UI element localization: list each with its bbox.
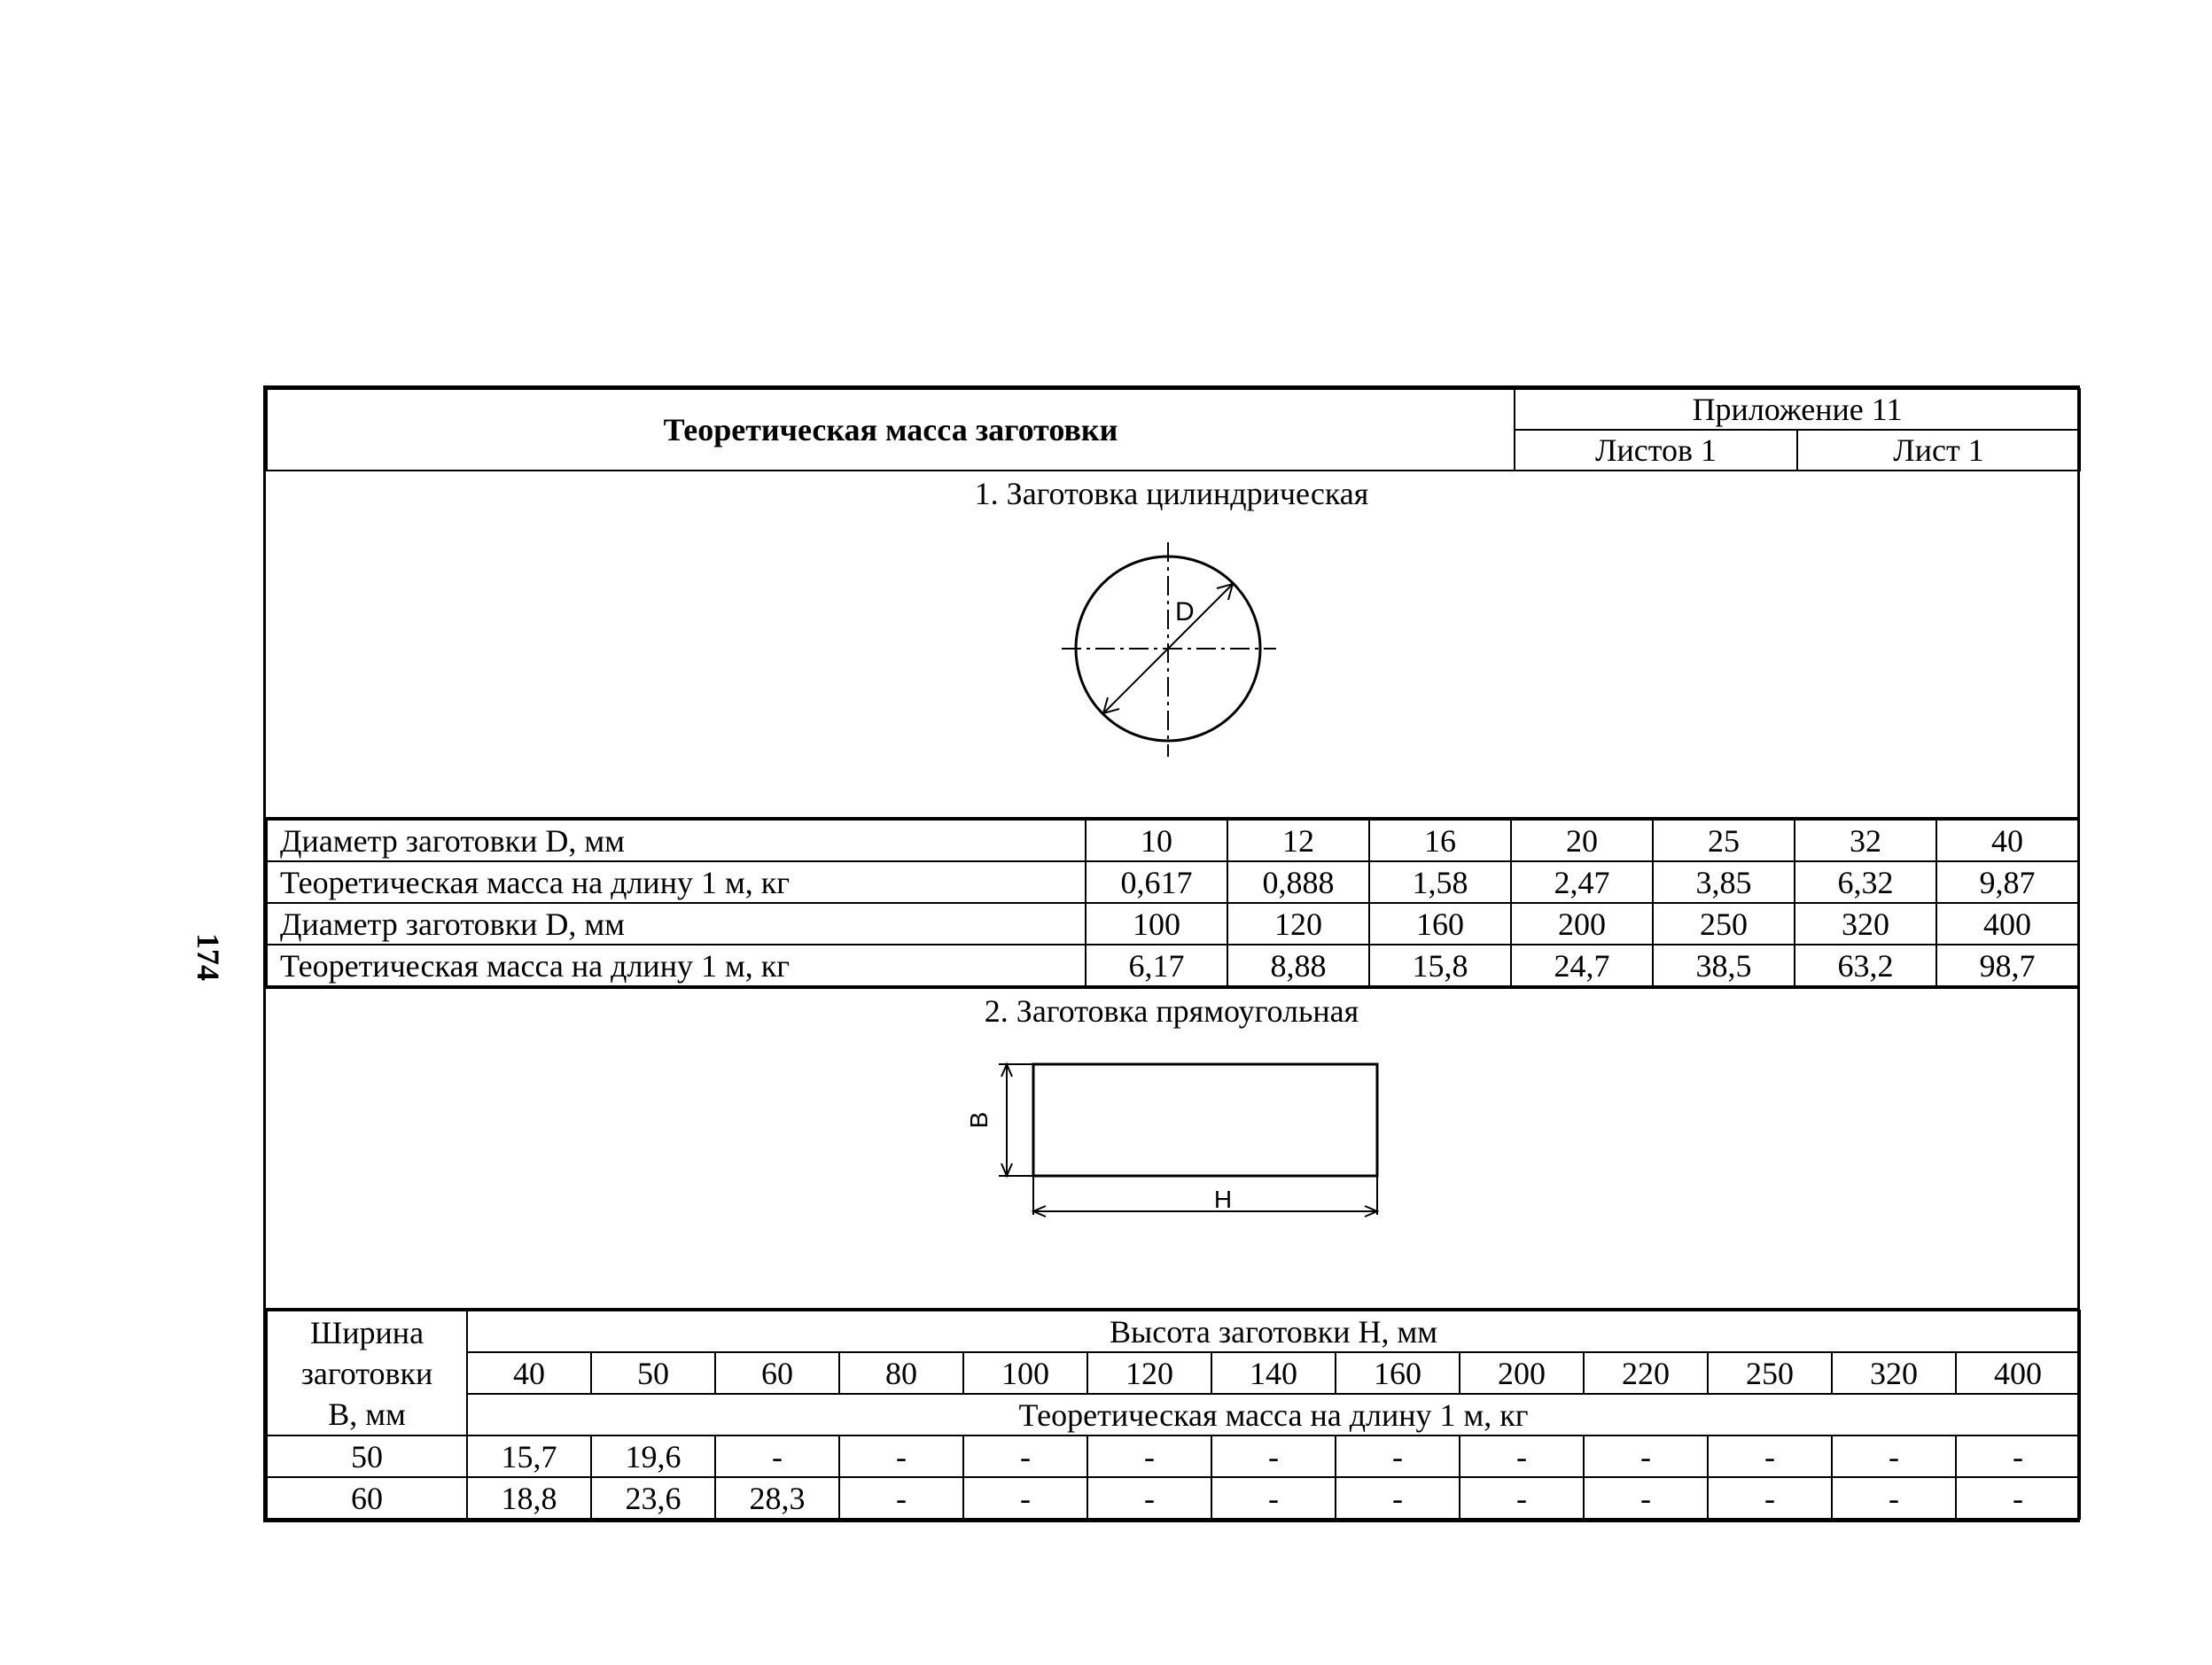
appendix-label: Приложение 11 (1515, 389, 2080, 430)
table-cell: 1,58 (1369, 861, 1511, 903)
height-value: 200 (1460, 1352, 1584, 1394)
cylinder-table-row (267, 945, 2078, 986)
table-cell: 160 (1369, 903, 1511, 945)
table-cell: 12 (1227, 820, 1369, 861)
table-cell: - (1584, 1435, 1708, 1477)
table-cell: - (1211, 1477, 1336, 1519)
row-label: Теоретическая масса на длину 1 м, кг (267, 861, 1086, 903)
table-cell: - (1460, 1435, 1584, 1477)
table-cell: 320 (1795, 903, 1936, 945)
width-header-line1: Ширина (309, 1314, 424, 1350)
table-cell: 23,6 (591, 1477, 715, 1519)
page-number: 174 (191, 933, 226, 981)
diameter-label: D (1175, 597, 1195, 626)
table-cell: - (1708, 1435, 1832, 1477)
table-cell: 120 (1227, 903, 1369, 945)
table-cell: - (1956, 1435, 2080, 1477)
table-cell: - (1087, 1435, 1211, 1477)
height-value: 250 (1708, 1352, 1832, 1394)
table-cell: 15,8 (1369, 945, 1511, 986)
row-label: Диаметр заготовки D, мм (267, 820, 1086, 861)
section2-figure-area (266, 987, 2077, 1310)
table-cell: 24,7 (1511, 945, 1653, 986)
table-cell: 15,7 (467, 1435, 591, 1477)
table-cell: 0,617 (1086, 861, 1227, 903)
height-value: 320 (1832, 1352, 1956, 1394)
height-value: 40 (467, 1352, 591, 1394)
table-cell: - (1460, 1477, 1584, 1519)
row-label: Диаметр заготовки D, мм (267, 903, 1086, 945)
width-value: 50 (267, 1435, 467, 1477)
rectangle-diagram (266, 1038, 2077, 1303)
table-cell: 28,3 (715, 1477, 839, 1519)
table-cell: - (1708, 1477, 1832, 1519)
document-title: Теоретическая масса заготовки (267, 389, 1515, 471)
table-cell: 6,32 (1795, 861, 1936, 903)
height-value: 100 (963, 1352, 1087, 1394)
table-cell: - (1211, 1435, 1336, 1477)
height-value: 140 (1211, 1352, 1336, 1394)
row-label: Теоретическая масса на длину 1 м, кг (267, 945, 1086, 986)
table-cell: 19,6 (591, 1435, 715, 1477)
width-label: B (965, 1111, 993, 1129)
header-table (266, 388, 2081, 471)
sheets-total: Листов 1 (1515, 430, 1797, 471)
height-value: 60 (715, 1352, 839, 1394)
section2-title: 2. Заготовка прямоугольная (984, 993, 1359, 1029)
table-cell: 6,17 (1086, 945, 1227, 986)
cylinder-diagram (266, 516, 2077, 817)
table-cell: 25 (1653, 820, 1795, 861)
heights-row (267, 1352, 2080, 1394)
table-cell: 400 (1936, 903, 2078, 945)
height-value: 50 (591, 1352, 715, 1394)
table-cell: 3,85 (1653, 861, 1795, 903)
cylinder-table (266, 819, 2079, 987)
table-cell: 2,47 (1511, 861, 1653, 903)
table-cell: - (1336, 1435, 1460, 1477)
cylinder-table-row (267, 903, 2078, 945)
table-cell: - (1087, 1477, 1211, 1519)
table-cell: 100 (1086, 903, 1227, 945)
height-value: 400 (1956, 1352, 2080, 1394)
rectangle-table (266, 1310, 2081, 1520)
table-cell: 0,888 (1227, 861, 1369, 903)
height-value: 120 (1087, 1352, 1211, 1394)
width-value: 60 (267, 1477, 467, 1519)
table-cell: - (1336, 1477, 1460, 1519)
height-label: H (1213, 1186, 1233, 1213)
section1-title: 1. Заготовка цилиндрическая (974, 476, 1369, 511)
table-cell: - (1584, 1477, 1708, 1519)
table-cell: 200 (1511, 903, 1653, 945)
table-cell: - (1956, 1477, 2080, 1519)
mass-header: Теоретическая масса на длину 1 м, кг (467, 1394, 2080, 1435)
height-value: 80 (839, 1352, 963, 1394)
table-cell: - (715, 1435, 839, 1477)
table-cell: - (839, 1435, 963, 1477)
height-value: 220 (1584, 1352, 1708, 1394)
table-cell: 63,2 (1795, 945, 1936, 986)
table-cell: - (839, 1477, 963, 1519)
width-column-header (267, 1311, 467, 1435)
document-form (263, 385, 2080, 1522)
table-cell: 98,7 (1936, 945, 2078, 986)
table-cell: - (1832, 1477, 1956, 1519)
width-header-line3: В, мм (328, 1396, 406, 1432)
table-cell: - (963, 1435, 1087, 1477)
table-cell: 16 (1369, 820, 1511, 861)
height-value: 160 (1336, 1352, 1460, 1394)
table-cell: 9,87 (1936, 861, 2078, 903)
cylinder-table-row (267, 861, 2078, 903)
rectangle-table-row (267, 1435, 2080, 1477)
table-cell: - (963, 1477, 1087, 1519)
table-cell: 8,88 (1227, 945, 1369, 986)
width-header-line2: заготовки (300, 1355, 433, 1391)
table-cell: 10 (1086, 820, 1227, 861)
table-cell: 32 (1795, 820, 1936, 861)
table-cell: 20 (1511, 820, 1653, 861)
table-cell: 40 (1936, 820, 2078, 861)
table-cell: 18,8 (467, 1477, 591, 1519)
sheet-number: Лист 1 (1797, 430, 2080, 471)
table-cell: 250 (1653, 903, 1795, 945)
table-cell: - (1832, 1435, 1956, 1477)
rectangle-table-row (267, 1477, 2080, 1519)
table-cell: 38,5 (1653, 945, 1795, 986)
section1-figure-area (266, 471, 2077, 819)
height-column-header: Высота заготовки Н, мм (467, 1311, 2080, 1352)
cylinder-table-row (267, 820, 2078, 861)
